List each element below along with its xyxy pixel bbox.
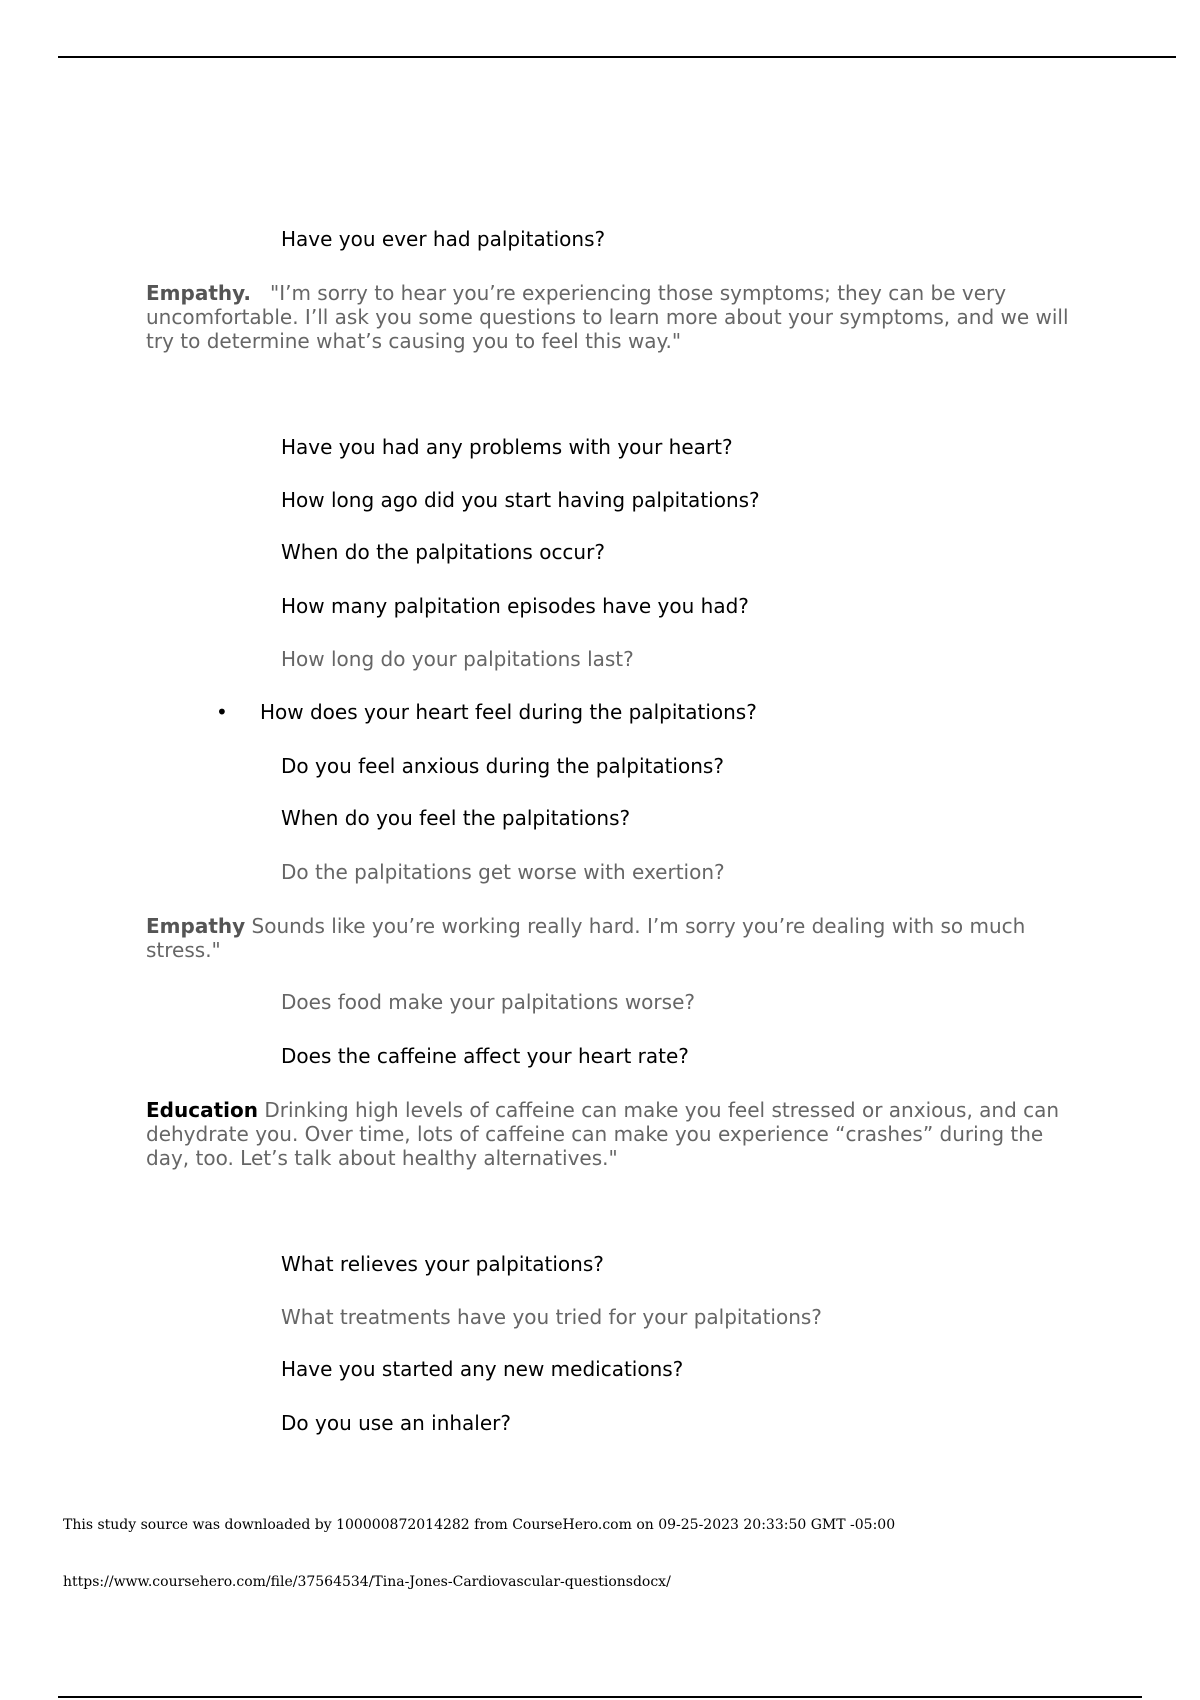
- bullet-mark: •: [216, 700, 228, 724]
- question-heart-feel: How does your heart feel during the palpitations?: [260, 700, 757, 724]
- question-duration: How long do your palpitations last?: [281, 647, 634, 671]
- question-episodes: How many palpitation episodes have you had?: [281, 594, 749, 618]
- question-caffeine: Does the caffeine affect your heart rate?: [281, 1044, 689, 1068]
- education-label: Education: [146, 1098, 258, 1122]
- question-onset: How long ago did you start having palpitations?: [281, 488, 760, 512]
- question-when-occur: When do the palpitations occur?: [281, 540, 605, 564]
- question-anxious: Do you feel anxious during the palpitations?: [281, 754, 724, 778]
- education-statement: [146, 1098, 1086, 1170]
- empathy-statement-2: [146, 914, 1086, 962]
- question-medications: Have you started any new medications?: [281, 1357, 684, 1381]
- question-when-feel: When do you feel the palpitations?: [281, 806, 631, 830]
- question-palpitations-ever: Have you ever had palpitations?: [281, 227, 606, 251]
- question-inhaler: Do you use an inhaler?: [281, 1411, 512, 1435]
- source-url[interactable]: https://www.coursehero.com/file/37564534/Tina-Jones-Cardiovascular-questionsdocx/: [63, 1574, 671, 1590]
- question-heart-problems: Have you had any problems with your heart?: [281, 435, 733, 459]
- question-relieves: What relieves your palpitations?: [281, 1252, 604, 1276]
- question-treatments: What treatments have you tried for your palpitations?: [281, 1305, 822, 1329]
- empathy-text: "I’m sorry to hear you’re experiencing those symptoms; they can be very uncomfortable. I’ll ask you some questions to learn more about your symptoms, and we will try to determine what’s causing you to feel this way.": [146, 281, 1069, 353]
- empathy-label: Empathy.: [146, 281, 251, 305]
- download-note: This study source was downloaded by 100000872014282 from CourseHero.com on 09-25-2023 20:33:50 GMT -05:00: [63, 1517, 896, 1533]
- bottom-rule: [58, 1696, 1142, 1698]
- empathy-label: Empathy: [146, 914, 246, 938]
- empathy-statement-1: [146, 281, 1086, 353]
- question-food: Does food make your palpitations worse?: [281, 990, 695, 1014]
- top-rule: [58, 56, 1176, 58]
- education-text: Drinking high levels of caffeine can make you feel stressed or anxious, and can dehydrate you. Over time, lots of caffeine can make you experience “crashes” during the day, too. Let’s talk about healthy alternatives.": [146, 1098, 1060, 1170]
- empathy-text: Sounds like you’re working really hard. I’m sorry you’re dealing with so much stress.": [146, 914, 1026, 962]
- question-exertion: Do the palpitations get worse with exertion?: [281, 860, 725, 884]
- bulleted-question: [216, 700, 757, 724]
